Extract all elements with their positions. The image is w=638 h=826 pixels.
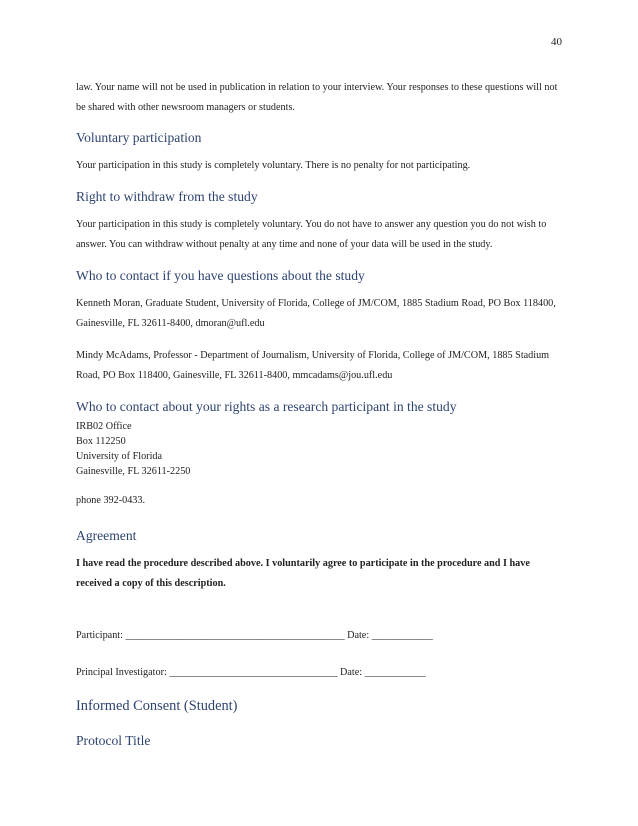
voluntary-heading: Voluntary participation bbox=[76, 130, 202, 145]
contact-person-1: Kenneth Moran, Graduate Student, University of Florida, College of JM/COM, 1885 Stadium Road, PO Box 118400, Gainesville, FL 32611-8400, dmoran@ufl.edu bbox=[76, 298, 556, 329]
participant-signature-line: Participant: ___________________________________________ Date: ____________ bbox=[76, 630, 433, 641]
address-line: Gainesville, FL 32611-2250 bbox=[76, 466, 191, 477]
informed-consent-heading: Informed Consent (Student) bbox=[76, 698, 238, 714]
intro-paragraph: law. Your name will not be used in publication in relation to your interview. Your responses to these questions will not be shared with other newsroom managers or students. bbox=[76, 82, 558, 113]
contact-heading: Who to contact if you have questions about the study bbox=[76, 268, 365, 283]
address-line: University of Florida bbox=[76, 451, 163, 462]
irb-address bbox=[76, 419, 564, 479]
voluntary-text: Your participation in this study is completely voluntary. There is no penalty for not participating. bbox=[76, 160, 471, 171]
contact-person-2: Mindy McAdams, Professor - Department of Journalism, University of Florida, College of JM/COM, 1885 Stadium Road, PO Box 118400, Gainesville, FL 32611-8400, mmcadams@jou.ufl.edu bbox=[76, 350, 550, 381]
rights-heading: Who to contact about your rights as a research participant in the study bbox=[76, 399, 457, 414]
address-line: Box 112250 bbox=[76, 436, 126, 447]
protocol-title-heading: Protocol Title bbox=[76, 733, 151, 748]
withdraw-text: Your participation in this study is completely voluntary. You do not have to answer any question you do not wish to answer. You can withdraw without penalty at any time and none of your data will be used in the study. bbox=[76, 219, 547, 250]
page-content bbox=[76, 78, 564, 750]
page-number: 40 bbox=[551, 36, 562, 48]
agreement-text: I have read the procedure described above. I voluntarily agree to participate in the procedure and I have received a copy of this description. bbox=[76, 558, 530, 589]
withdraw-heading: Right to withdraw from the study bbox=[76, 189, 258, 204]
irb-phone: phone 392-0433. bbox=[76, 495, 146, 506]
investigator-signature-line: Principal Investigator: _________________________________ Date: ____________ bbox=[76, 667, 426, 678]
agreement-heading: Agreement bbox=[76, 528, 137, 543]
address-line: IRB02 Office bbox=[76, 421, 132, 432]
